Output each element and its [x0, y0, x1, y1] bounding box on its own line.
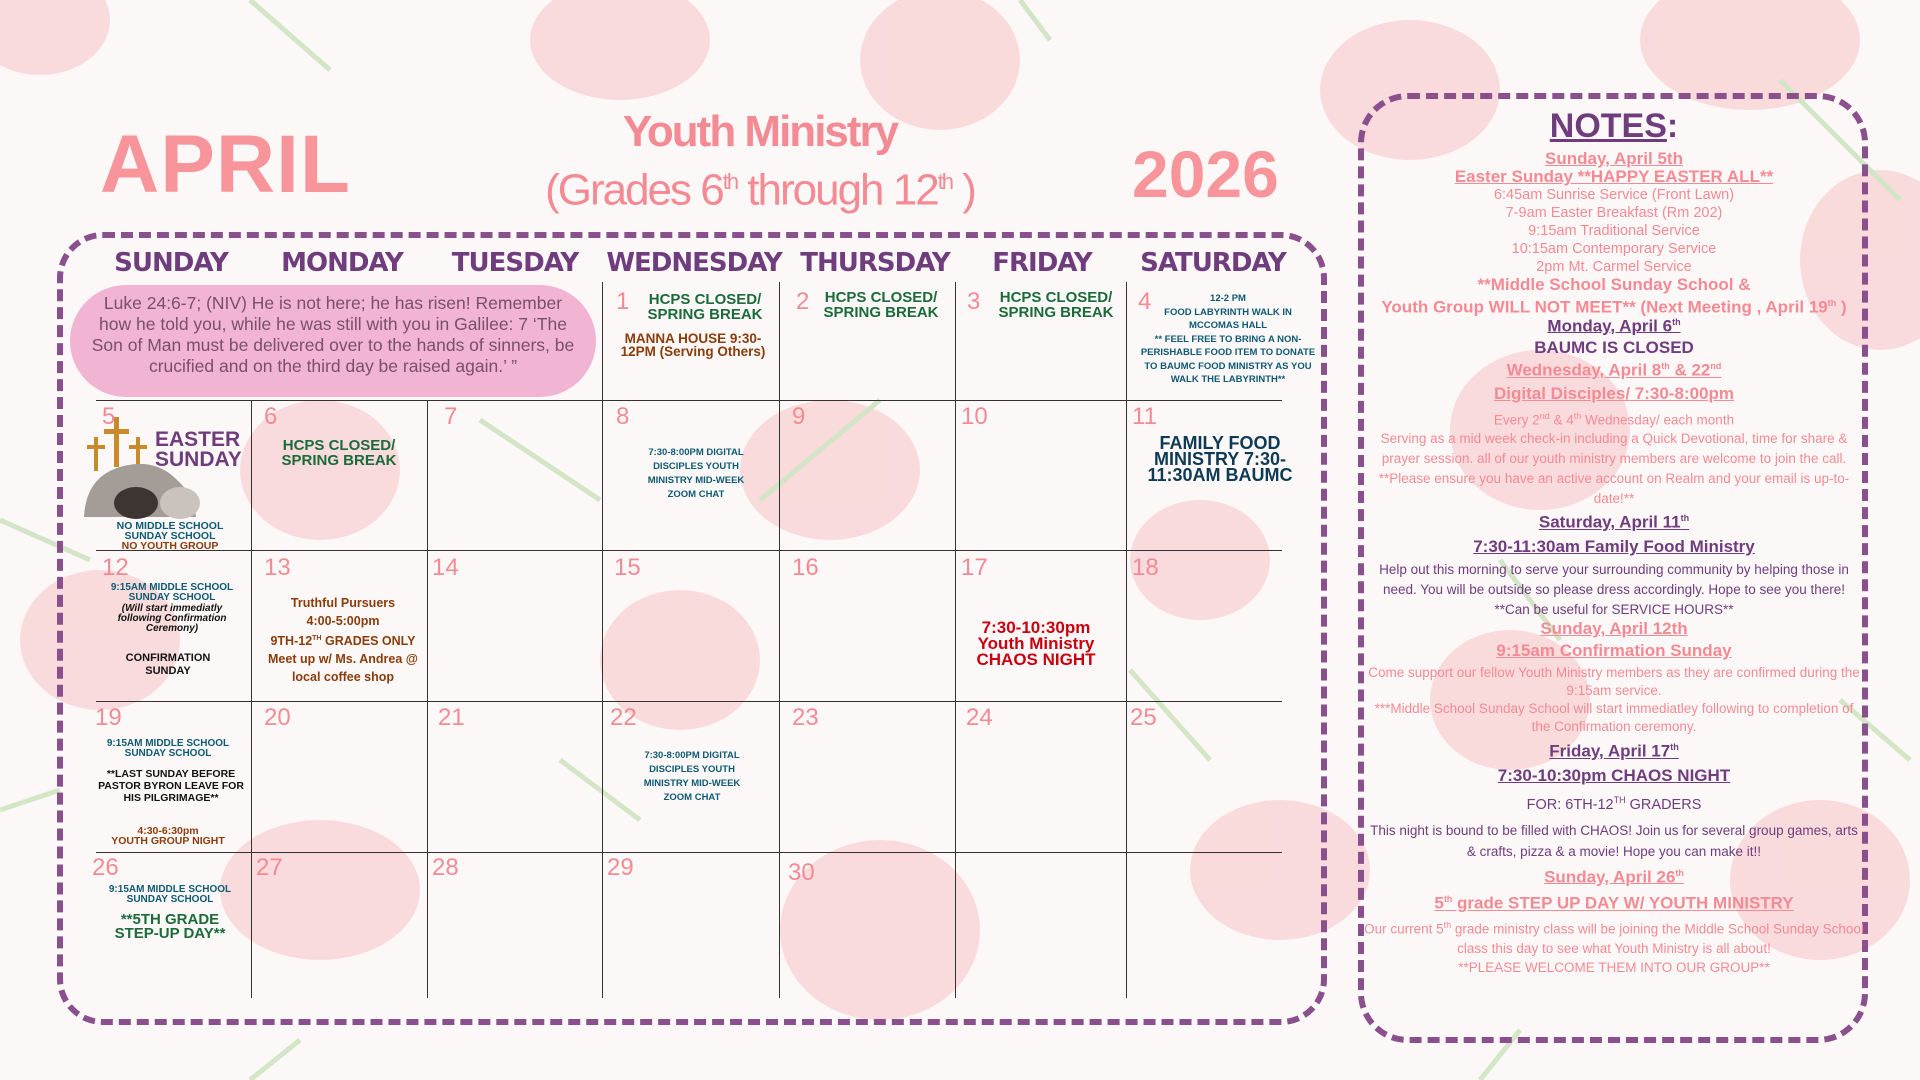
note-title: BAUMC IS CLOSED — [1534, 338, 1694, 358]
ministry-title: Youth Ministry — [622, 107, 898, 156]
day-number: 14 — [432, 554, 459, 581]
note-text: Come support our fellow Youth Ministry members as they are confirmed during the 9:15am service. — [1368, 665, 1860, 699]
note-text: Youth Group WILL NOT MEET** (Next Meeting , April 19th ) — [1381, 297, 1847, 317]
event-hcps-closed: HCPS CLOSED/ SPRING BREAK — [823, 289, 939, 321]
note-text: Our current 5th grade ministry class will be joining the Middle School Sunday School class this day to see what Youth Ministry is all about! — [1364, 919, 1864, 957]
event-step-up-day: **5TH GRADE STEP-UP DAY** — [114, 911, 226, 942]
event-truthful-pursuers: Truthful Pursuers 4:00-5:00pm 9TH-12TH GRADES ONLY Meet up w/ Ms. Andrea @ local coffee shop — [268, 596, 418, 685]
note-title: Digital Disciples/ 7:30-8:00pm — [1494, 383, 1734, 403]
weekday-thursday: THURSDAY — [800, 248, 950, 278]
note-date: Wednesday, April 8th & 22nd — [1506, 360, 1722, 380]
day-number: 24 — [966, 704, 993, 731]
note-date: Sunday, April 12th — [1540, 619, 1688, 639]
month-title: APRIL — [100, 119, 351, 210]
weekday-saturday: SATURDAY — [1140, 248, 1286, 278]
day-number: 12 — [102, 554, 129, 581]
event-digital-disciples: 7:30-8:00PM DIGITAL DISCIPLES YOUTH MINISTRY MID-WEEK ZOOM CHAT — [643, 750, 741, 803]
note-text: This night is bound to be filled with CHAOS! Join us for several group games, arts & crafts, pizza & a movie! Hope you can make it!! — [1370, 822, 1858, 859]
event-food-labyrinth: 12-2 PM FOOD LABYRINTH WALK IN MCCOMAS HALL ** FEEL FREE TO BRING A NON-PERISHABLE FOOD ITEM TO DONATE TO BAUMC FOOD MINISTRY AS YOU WALK THE LABYRINTH** — [1140, 293, 1316, 385]
note-text: ***Middle School Sunday School will start immediatley following to completion of the Confirmation ceremony. — [1374, 701, 1854, 735]
event-youth-group-time: 4:30-6:30pm — [137, 825, 199, 837]
event-hcps-closed: HCPS CLOSED/ SPRING BREAK — [998, 289, 1114, 321]
event-middle-school-sunday-school: 9:15AM MIDDLE SCHOOL SUNDAY SCHOOL — [110, 582, 234, 603]
day-number: 21 — [438, 704, 465, 731]
event-sunday-school-note: (Will start immediatly following Confirmation Ceremony) — [117, 603, 227, 634]
day-number: 4 — [1138, 288, 1152, 315]
day-number: 6 — [264, 403, 278, 430]
note-text: Every 2nd & 4th Wednesday/ each month — [1493, 410, 1735, 428]
day-number: 30 — [788, 859, 815, 886]
note-title: 7:30-11:30am Family Food Ministry — [1473, 537, 1755, 557]
page-title — [520, 108, 1000, 217]
scripture-verse: Luke 24:6-7; (NIV) He is not here; he has risen! Remember how he told you, while he was still with you in Galilee: 7 ‘The Son of Man must be delivered over to the hands of sinners, be crucified and on the third day be raised again.’ ” — [70, 285, 596, 397]
note-date: Sunday, April 26th — [1544, 867, 1684, 887]
note-title: 5th grade STEP UP DAY W/ YOUTH MINISTRY — [1434, 893, 1794, 913]
day-number: 11 — [1132, 403, 1157, 430]
event-chaos-night: 7:30-10:30pm Youth Ministry CHAOS NIGHT — [976, 618, 1096, 669]
day-number: 20 — [264, 704, 291, 731]
day-number: 25 — [1130, 704, 1157, 731]
event-family-food-ministry: FAMILY FOOD MINISTRY 7:30-11:30AM BAUMC — [1147, 433, 1293, 485]
event-youth-group-night: YOUTH GROUP NIGHT — [111, 835, 225, 847]
day-number: 1 — [616, 288, 630, 315]
event-middle-school-sunday-school: 9:15AM MIDDLE SCHOOL SUNDAY SCHOOL — [106, 738, 230, 759]
note-text: 10:15am Contemporary Service — [1511, 241, 1717, 257]
day-number: 15 — [614, 554, 641, 581]
note-text: Help out this morning to serve your surrounding community by helping those in need. You will be outside so please dress accordingly. Hope to see you there! **Can be useful for SERVICE HOURS** — [1379, 562, 1849, 618]
weekday-sunday: SUNDAY — [114, 248, 228, 278]
note-date: Saturday, April 11th — [1538, 513, 1690, 533]
notes-heading: NOTES: — [1549, 107, 1679, 145]
event-middle-school-sunday-school: 9:15AM MIDDLE SCHOOL SUNDAY SCHOOL — [108, 884, 232, 905]
day-number: 22 — [610, 704, 637, 731]
day-number: 5 — [102, 403, 116, 430]
day-number: 9 — [792, 403, 806, 430]
day-number: 13 — [264, 554, 291, 581]
note-text: 7-9am Easter Breakfast (Rm 202) — [1505, 205, 1723, 221]
day-number: 8 — [616, 403, 630, 430]
event-easter-sunday: EASTER SUNDAY — [155, 428, 242, 471]
notes-panel — [1364, 104, 1864, 977]
day-number: 19 — [95, 704, 122, 731]
note-title: Easter Sunday **HAPPY EASTER ALL** — [1454, 167, 1774, 186]
day-number: 28 — [432, 854, 459, 881]
note-title: 9:15am Confirmation Sunday — [1496, 641, 1732, 661]
note-text: 6:45am Sunrise Service (Front Lawn) — [1493, 187, 1735, 203]
day-number: 3 — [967, 288, 981, 315]
grades-subtitle: (Grades 6th through 12th ) — [545, 165, 975, 215]
event-no-sunday-school: NO MIDDLE SCHOOL SUNDAY SCHOOL — [116, 520, 224, 542]
note-text: **PLEASE WELCOME THEM INTO OUR GROUP** — [1458, 960, 1770, 976]
day-number: 16 — [792, 554, 819, 581]
note-date: Friday, April 17th — [1549, 741, 1679, 761]
event-hcps-closed: HCPS CLOSED/ SPRING BREAK — [281, 437, 397, 469]
event-hcps-closed: HCPS CLOSED/ SPRING BREAK — [647, 291, 763, 323]
weekday-wednesday: WEDNESDAY — [606, 248, 782, 278]
day-number: 2 — [796, 288, 810, 315]
day-number: 23 — [792, 704, 819, 731]
weekday-tuesday: TUESDAY — [451, 248, 579, 278]
event-manna-house: MANNA HOUSE 9:30-12PM (Serving Others) — [620, 331, 766, 359]
day-number: 26 — [92, 854, 119, 881]
note-date: Monday, April 6th — [1547, 316, 1681, 336]
note-date: Sunday, April 5th — [1545, 149, 1683, 168]
event-confirmation-sunday: CONFIRMATION SUNDAY — [125, 652, 211, 677]
event-last-sunday-note: **LAST SUNDAY BEFORE PASTOR BYRON LEAVE FOR HIS PILGRIMAGE** — [98, 768, 244, 804]
note-text: Serving as a mid week check-in including a Quick Devotional, time for share & prayer session. all of our youth ministry members are welcome to join the call. **Please ensure you have an active account on Realm and your email is up-to-date!** — [1378, 431, 1850, 507]
event-digital-disciples: 7:30-8:00PM DIGITAL DISCIPLES YOUTH MINISTRY MID-WEEK ZOOM CHAT — [647, 447, 745, 500]
note-text: **Middle School Sunday School & — [1477, 275, 1751, 294]
weekday-friday: FRIDAY — [992, 248, 1092, 278]
day-number: 17 — [961, 554, 988, 581]
day-number: 27 — [256, 854, 283, 881]
day-number: 29 — [607, 854, 634, 881]
year-title: 2026 — [1132, 137, 1279, 211]
day-number: 7 — [444, 403, 458, 430]
note-text: 9:15am Traditional Service — [1528, 223, 1700, 239]
note-text: 2pm Mt. Carmel Service — [1536, 259, 1692, 275]
note-text: FOR: 6TH-12TH GRADERS — [1526, 794, 1702, 813]
event-no-youth-group: NO YOUTH GROUP — [121, 540, 219, 552]
day-number: 10 — [961, 403, 988, 430]
note-title: 7:30-10:30pm CHAOS NIGHT — [1497, 765, 1731, 785]
day-number: 18 — [1132, 554, 1159, 581]
weekday-monday: MONDAY — [281, 248, 403, 278]
